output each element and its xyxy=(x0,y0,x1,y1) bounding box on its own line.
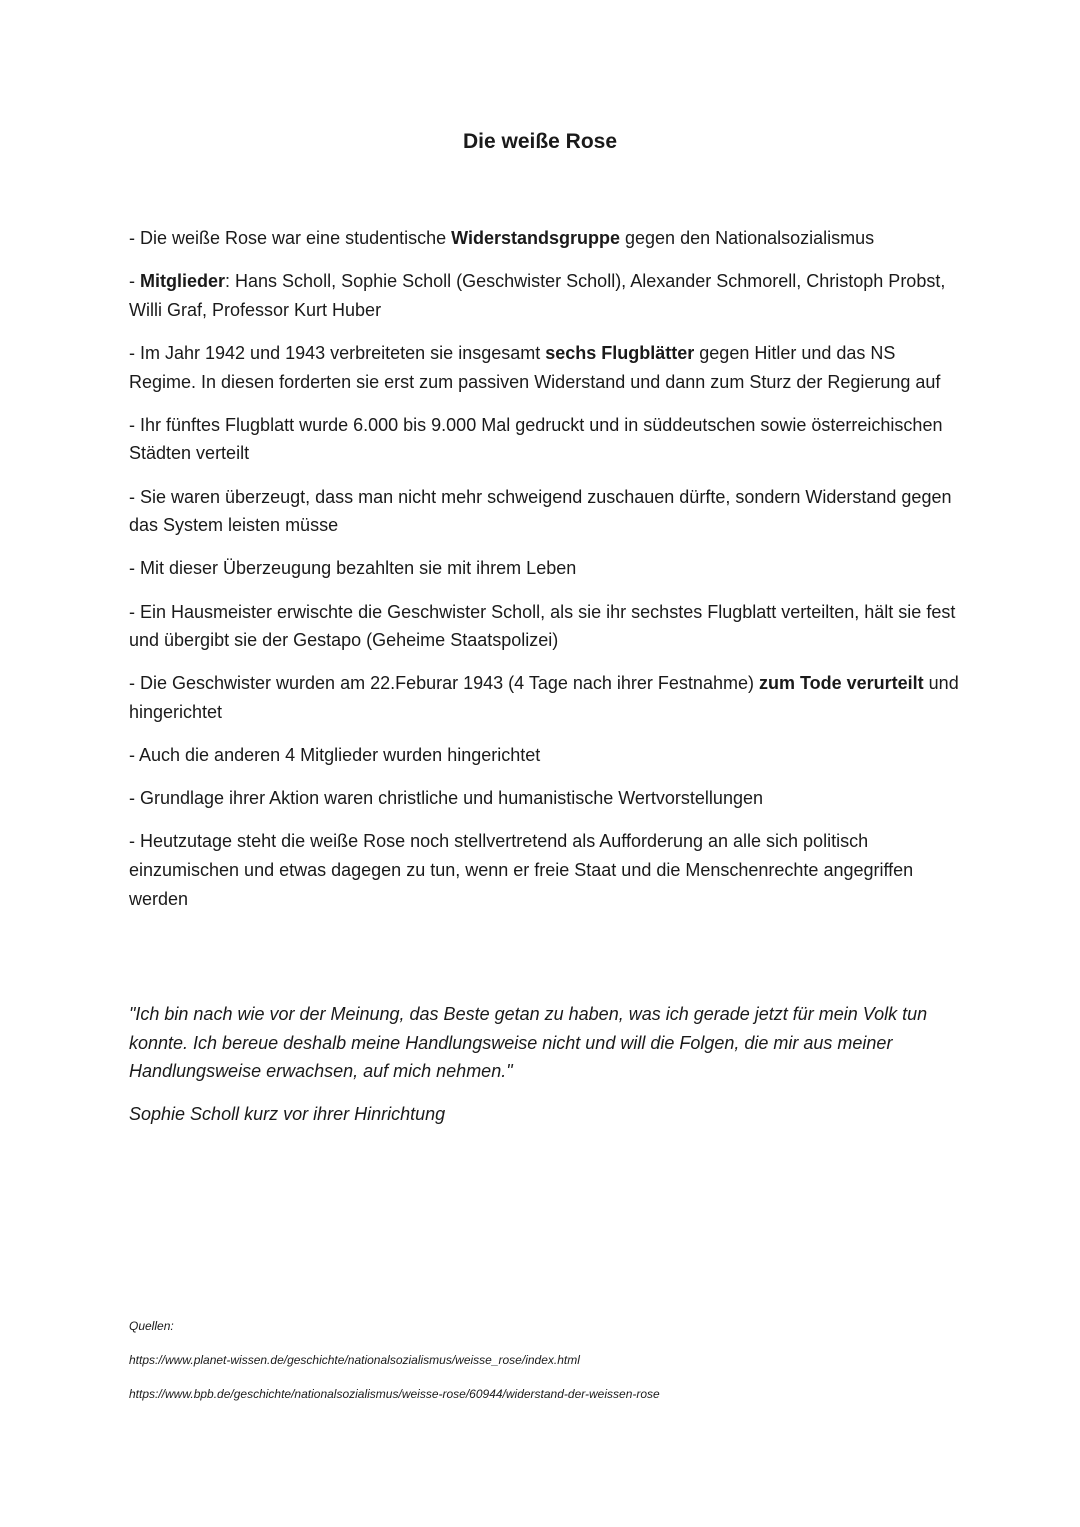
list-item xyxy=(129,411,959,468)
list-item xyxy=(129,483,959,540)
source-link[interactable]: https://www.bpb.de/geschichte/nationalsozialismus/weisse-rose/60944/widerstand-der-weissen-rose xyxy=(129,1387,660,1401)
bold-term: zum Tode verurteilt xyxy=(758,673,924,694)
text-segment: - Mit dieser Überzeugung bezahlten sie mit ihrem Leben xyxy=(129,558,577,579)
text-segment: - xyxy=(129,271,140,292)
bold-term: Widerstandsgruppe xyxy=(451,228,621,248)
source-link[interactable]: https://www.planet-wissen.de/geschichte/nationalsozialismus/weisse_rose/index.html xyxy=(129,1353,580,1367)
text-segment: : Hans Scholl, Sophie Scholl (Geschwister Scholl), Alexander Schmorell, Christoph Probst, Willi Graf, Professor Kurt Huber xyxy=(129,271,946,320)
list-item xyxy=(129,669,959,726)
list-item xyxy=(129,827,959,913)
text-segment: - Die weiße Rose war eine studentische xyxy=(129,228,452,248)
text-segment: - Ihr fünftes Flugblatt wurde 6.000 bis 9.000 Mal gedruckt und in süddeutschen sowie österreichischen Städten verteilt xyxy=(129,414,943,464)
text-segment: - Heutzutage steht die weiße Rose noch stellvertretend als Aufforderung an alle sich politisch einzumischen und etwas dagegen zu tun, wenn er freie Staat und die Menschenrechte angegriffen werden xyxy=(129,831,914,909)
list-item xyxy=(129,741,959,770)
bullet-list xyxy=(129,224,959,928)
list-item xyxy=(129,554,959,583)
sources-section xyxy=(129,1318,959,1420)
text-segment: - Ein Hausmeister erwischte die Geschwister Scholl, als sie ihr sechstes Flugblatt verteilten, hält sie fest und übergibt sie der Gestapo (Geheime Staatspolizei) xyxy=(129,601,956,651)
text-segment: - Grundlage ihrer Aktion waren christliche und humanistische Wertvorstellungen xyxy=(129,788,763,809)
list-item xyxy=(129,267,959,324)
bold-term: sechs Flugblätter xyxy=(545,342,695,363)
quote-attribution: Sophie Scholl kurz vor ihrer Hinrichtung xyxy=(129,1104,446,1125)
text-segment: - Auch die anderen 4 Mitglieder wurden hingerichtet xyxy=(129,745,541,766)
list-item xyxy=(129,598,959,655)
text-segment: - Die Geschwister wurden am 22.Feburar 1943 (4 Tage nach ihrer Festnahme) xyxy=(129,673,759,694)
sources-label: Quellen: xyxy=(129,1319,174,1333)
quote-text: "Ich bin nach wie vor der Meinung, das Beste getan zu haben, was ich gerade jetzt für mein Volk tun konnte. Ich bereue deshalb meine Handlungsweise nicht und will die Folgen, die mir aus meiner Handlungsweise erwachsen, auf mich nehmen." xyxy=(129,1004,928,1082)
bold-term: Mitglieder xyxy=(140,271,226,292)
page-title: Die weiße Rose xyxy=(462,130,618,153)
quote-block xyxy=(129,1000,959,1144)
list-item xyxy=(129,224,959,253)
text-segment: und hingerichtet xyxy=(129,673,959,722)
list-item xyxy=(129,339,959,396)
text-segment: gegen Hitler und das NS Regime. In diesen forderten sie erst zum passiven Widerstand und dann zum Sturz der Regierung auf xyxy=(129,342,941,392)
list-item xyxy=(129,784,959,813)
text-segment: - Sie waren überzeugt, dass man nicht mehr schweigend zuschauen dürfte, sondern Widerstand gegen das System leisten müsse xyxy=(129,486,952,536)
text-segment: gegen den Nationalsozialismus xyxy=(620,228,875,248)
text-segment: - Im Jahr 1942 und 1943 verbreiteten sie insgesamt xyxy=(129,342,546,363)
